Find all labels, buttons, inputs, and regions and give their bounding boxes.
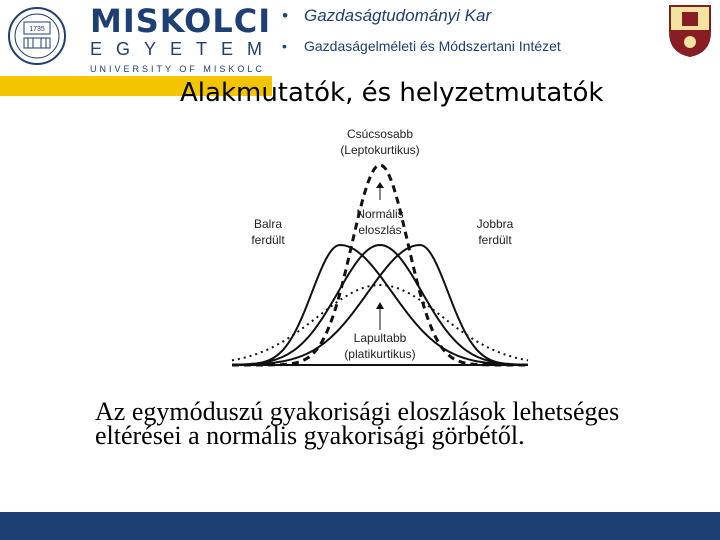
distribution-shapes-diagram <box>230 120 530 380</box>
faculty-bullet <box>282 6 561 26</box>
label-right-2: ferdült <box>478 233 512 247</box>
label-normal-2: eloszlás <box>358 223 402 237</box>
normal-pointer-head <box>376 182 384 188</box>
coat-of-arms-icon <box>666 2 714 58</box>
institute-name: Gazdaságelméleti és Módszertani Intézet <box>304 38 561 54</box>
bullet-dot: • <box>282 38 287 54</box>
label-flat-2: (platikurtikus) <box>344 347 416 361</box>
slide-title: Alakmutatók, és helyzetmutatók <box>180 78 604 108</box>
label-left-2: ferdült <box>251 233 285 247</box>
university-crest-icon <box>6 6 68 66</box>
bullet-dot: • <box>282 6 288 25</box>
label-peaked-2: (Leptokurtikus) <box>340 143 420 157</box>
footer-bar <box>0 512 720 540</box>
institute-bullet <box>282 38 561 54</box>
crest-year: 1735 <box>29 26 45 33</box>
brand-block <box>90 4 276 74</box>
brand-tagline: UNIVERSITY OF MISKOLC <box>90 64 265 74</box>
label-normal-1: Normális <box>356 207 404 221</box>
brand-sub: EGYETEM <box>90 39 277 59</box>
university-logo <box>0 0 277 76</box>
flat-pointer-head <box>376 302 384 309</box>
label-flat-1: Lapultabb <box>353 331 407 345</box>
label-left-1: Balra <box>253 217 283 231</box>
slide-header <box>0 0 720 76</box>
slide-caption: Az egymóduszú gyakorisági eloszlások lehetséges eltérései a normális gyakorisági görbétől. <box>95 397 620 450</box>
label-peaked-1: Csúcsosabb <box>346 127 414 141</box>
label-right-1: Jobbra <box>476 217 514 231</box>
brand-name: MISKOLCI <box>90 2 272 40</box>
header-bullets <box>282 6 561 54</box>
faculty-name: Gazdaságtudományi Kar <box>304 6 492 25</box>
